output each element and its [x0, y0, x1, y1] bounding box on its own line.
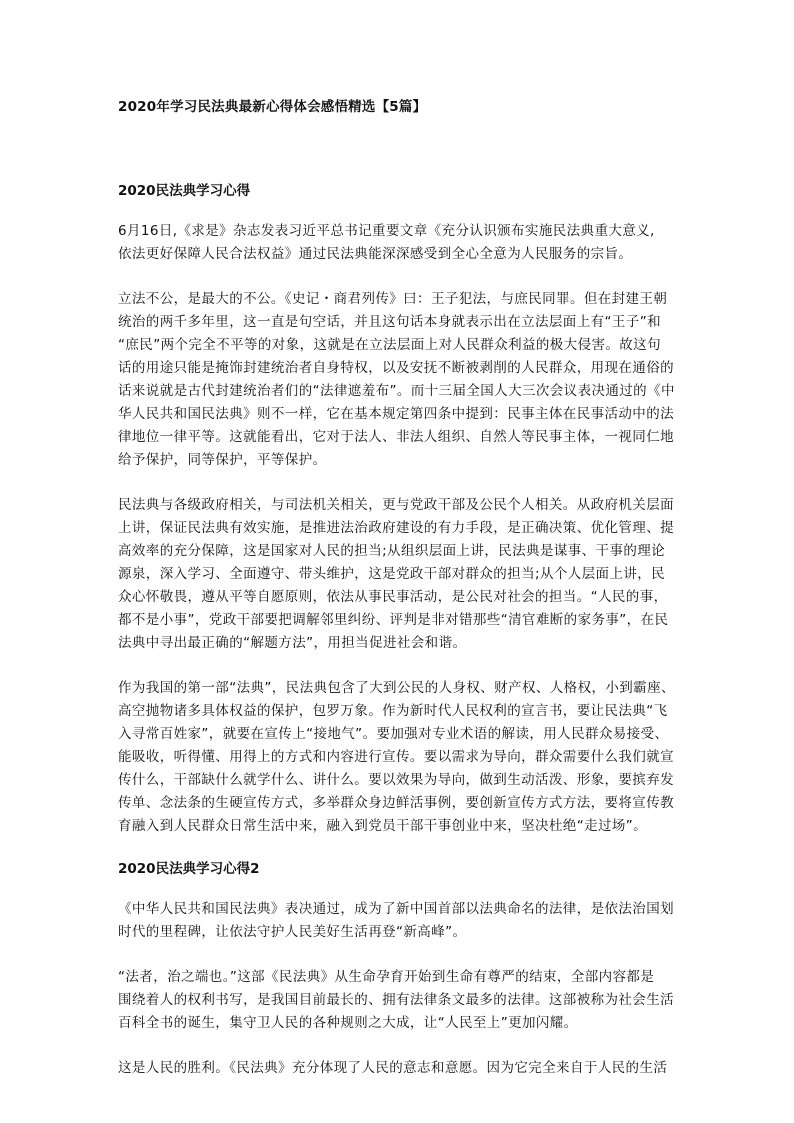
section-1-body — [118, 220, 680, 838]
paragraph-line: 传单、念法条的生硬宣传方式，多举群众身边鲜活事例，要创新宣传方式方法，要将宣传教 — [118, 795, 674, 811]
paragraph — [118, 966, 680, 1035]
paragraph-line: 律地位一律平等。这就能看出，它对于法人、非法人组织、自然人等民事主体，一视同仁地 — [118, 429, 674, 445]
paragraph-line: 立法不公，是最大的不公。《史记・商君列传》曰：王子犯法，与庶民同罪。但在封建王朝 — [118, 291, 668, 307]
paragraph-line: 入寻常百姓家”，就要在宣传上“接地气”。要加强对专业术语的解读，用人民群众易接受、 — [118, 726, 669, 742]
paragraph-line: 时代的里程碑，让依法守护人民美好生活再登“新高峰”。 — [118, 924, 467, 940]
paragraph-line: 能吸收，听得懂、用得上的方式和内容进行宣传。要以需求为导向，群众需要什么我们就宣 — [118, 749, 674, 765]
paragraph — [118, 898, 680, 944]
paragraph-line: 给予保护，同等保护，平等保护。 — [118, 452, 327, 468]
paragraph-line: 统治的两千多年里，这一直是句空话，并且这句话本身就表示出在立法层面上有“王子”和 — [118, 314, 661, 330]
document-body — [118, 180, 680, 1102]
paragraph-line: 源泉，深入学习、全面遵守、带头维护，这是党政干部对群众的担当;从个人层面上讲，民 — [118, 566, 666, 582]
section-2-body — [118, 898, 680, 1080]
paragraph-line: 围绕着人的权利书写，是我国目前最长的、拥有法律条文最多的法律。这部被称为社会生活 — [118, 992, 674, 1008]
paragraph-line: 百科全书的诞生，集守卫人民的各种规则之大成，让“人民至上”更加闪耀。 — [118, 1015, 578, 1031]
paragraph-line: 众心怀敬畏，遵从平等自愿原则，依法从事民事活动，是公民对社会的担当。“人民的事， — [118, 589, 668, 605]
paragraph-line: “法者，治之端也。”这部《民法典》从生命孕育开始到生命有尊严的结束，全部内容都是 — [118, 969, 655, 985]
paragraph-line: 高效率的充分保障，这是国家对人民的担当;从组织层面上讲，民法典是谋事、干事的理论 — [118, 543, 666, 559]
paragraph-line: 《中华人民共和国民法典》表决通过，成为了新中国首部以法典命名的法律，是依法治国划 — [118, 901, 674, 917]
paragraph-line: 话来说就是古代封建统治者们的“法律遮羞布”。而十三届全国人大三次会议表决通过的《中 — [118, 383, 675, 399]
paragraph-line: 作为我国的第一部“法典”，民法典包含了大到公民的人身权、财产权、人格权，小到霸座、 — [118, 680, 675, 696]
paragraph-line: 上讲，保证民法典有效实施，是推进法治政府建设的有力手段，是正确决策、优化管理、提 — [118, 520, 674, 536]
paragraph-line: 话的用途只能是掩饰封建统治者自身特权，以及安抚不断被剥削的人民群众，用现在通俗的 — [118, 360, 674, 376]
paragraph-line: 依法更好保障人民合法权益》通过民法典能深深感受到全心全意为人民服务的宗旨。 — [118, 246, 633, 262]
document-title: 2020年学习民法典最新心得体会感悟精选【5篇】 — [118, 99, 427, 115]
paragraph-line: 法典中寻出最正确的“解题方法”，用担当促进社会和谐。 — [118, 635, 467, 651]
paragraph-line: “庶民”两个完全不平等的对象，这就是在立法层面上对人民群众利益的极大侵害。故这句 — [118, 337, 661, 353]
paragraph-line: 6月16日,《求是》杂志发表习近平总书记重要文章《充分认识颁布实施民法典重大意义, — [118, 223, 655, 239]
paragraph — [118, 220, 680, 266]
paragraph — [118, 1057, 680, 1080]
paragraph-line: 华人民共和国民法典》则不一样，它在基本规定第四条中提到：民事主体在民事活动中的法 — [118, 406, 674, 422]
paragraph-line: 传什么，干部缺什么就学什么、讲什么。要以效果为导向，做到生动活泼、形象，要摈弃发 — [118, 772, 674, 788]
document-page — [118, 0, 680, 1123]
section-heading-1: 2020民法典学习心得 — [118, 183, 251, 199]
paragraph-line: 民法典与各级政府相关，与司法机关相关，更与党政干部及公民个人相关。从政府机关层面 — [118, 497, 674, 513]
paragraph-line: 都不是小事”，党政干部要把调解邻里纠纷、评判是非对错那些“清官难断的家务事”，在民 — [118, 612, 669, 628]
paragraph-line: 高空抛物诸多具体权益的保护，包罗万象。作为新时代人民权利的宣言书，要让民法典“飞 — [118, 703, 668, 719]
paragraph-line: 这是人民的胜利。《民法典》充分体现了人民的意志和意愿。因为它完全来自于人民的生活 — [118, 1060, 668, 1076]
section-heading-2: 2020民法典学习心得2 — [118, 861, 260, 877]
paragraph — [118, 677, 680, 838]
paragraph-line: 育融入到人民群众日常生活中来，融入到党员干部干事创业中来，坚决杜绝“走过场”。 — [118, 818, 648, 834]
paragraph — [118, 494, 680, 655]
paragraph — [118, 288, 680, 472]
